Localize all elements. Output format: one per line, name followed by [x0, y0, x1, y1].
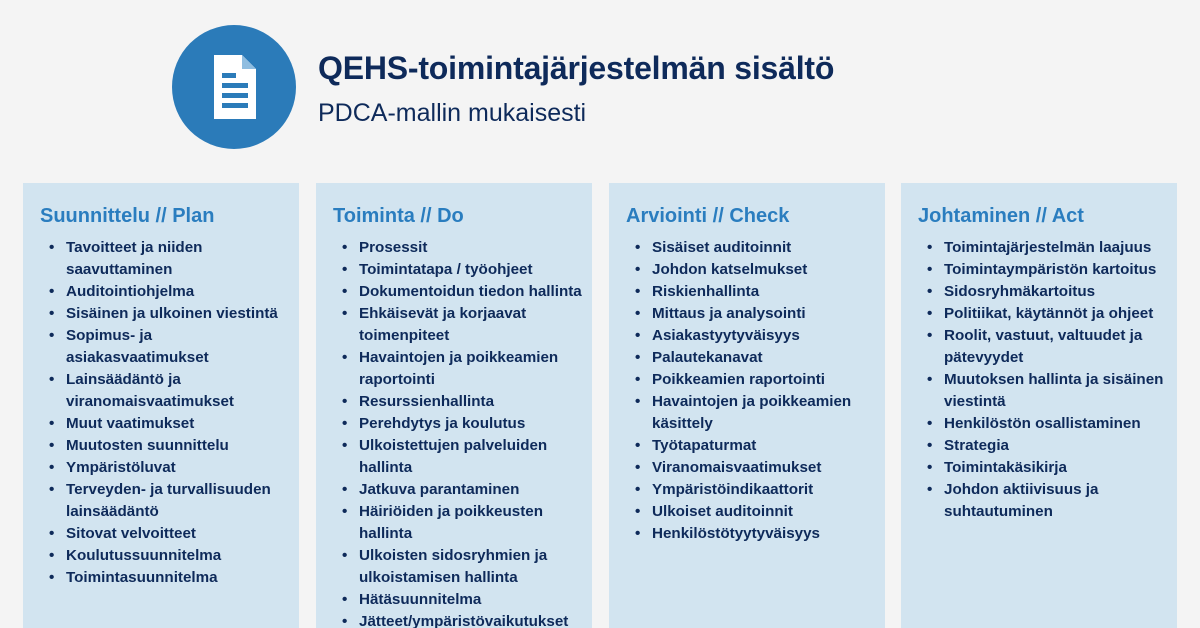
column-list	[918, 237, 1169, 523]
list-item: • Auditointiohjelma	[40, 281, 291, 303]
list-item: • Ulkoiset auditoinnit	[626, 501, 877, 523]
list-item: • Henkilöstötyytyväisyys	[626, 523, 877, 545]
list-item: • Havaintojen ja poikkeamien raportointi	[333, 347, 584, 391]
list-item: • Riskienhallinta	[626, 281, 877, 303]
list-item: • Resurssienhallinta	[333, 391, 584, 413]
page-subtitle: PDCA-mallin mukaisesti	[318, 99, 587, 127]
list-item: • Lainsäädäntö ja viranomaisvaatimukset	[40, 369, 291, 413]
list-item: • Jatkuva parantaminen	[333, 479, 584, 501]
list-item: • Muutosten suunnittelu	[40, 435, 291, 457]
list-item: • Työtapaturmat	[626, 435, 877, 457]
column-act	[901, 183, 1177, 628]
list-item: • Koulutussuunnitelma	[40, 545, 291, 567]
column-check	[609, 183, 885, 628]
list-item: • Jätteet/ympäristövaikutukset	[333, 611, 584, 628]
list-item: • Ympäristöindikaattorit	[626, 479, 877, 501]
column-heading: Suunnittelu // Plan	[40, 205, 215, 227]
list-item: • Hätäsuunnitelma	[333, 589, 584, 611]
document-icon	[172, 25, 296, 149]
list-item: • Toimintatapa / työohjeet	[333, 259, 584, 281]
column-do	[316, 183, 592, 628]
list-item: • Tavoitteet ja niiden saavuttaminen	[40, 237, 291, 281]
list-item: • Toimintasuunnitelma	[40, 567, 291, 589]
page-title: QEHS-toimintajärjestelmän sisältö	[318, 50, 835, 86]
column-heading: Johtaminen // Act	[918, 205, 1084, 227]
list-item: • Sitovat velvoitteet	[40, 523, 291, 545]
list-item: • Muutoksen hallinta ja sisäinen viestintä	[918, 369, 1169, 413]
list-item: • Ehkäisevät ja korjaavat toimenpiteet	[333, 303, 584, 347]
list-item: • Viranomaisvaatimukset	[626, 457, 877, 479]
list-item: • Toimintajärjestelmän laajuus	[918, 237, 1169, 259]
list-item: • Häiriöiden ja poikkeusten hallinta	[333, 501, 584, 545]
list-item: • Johdon katselmukset	[626, 259, 877, 281]
list-item: • Toimintaympäristön kartoitus	[918, 259, 1169, 281]
list-item: • Prosessit	[333, 237, 584, 259]
pdca-columns	[23, 183, 1183, 628]
list-item: • Toimintakäsikirja	[918, 457, 1169, 479]
list-item: • Perehdytys ja koulutus	[333, 413, 584, 435]
header	[0, 0, 1200, 170]
list-item: • Strategia	[918, 435, 1169, 457]
list-item: • Johdon aktiivisuus ja suhtautuminen	[918, 479, 1169, 523]
column-plan	[23, 183, 299, 628]
list-item: • Politiikat, käytännöt ja ohjeet	[918, 303, 1169, 325]
list-item: • Ympäristöluvat	[40, 457, 291, 479]
list-item: • Sidosryhmäkartoitus	[918, 281, 1169, 303]
list-item: • Ulkoistettujen palveluiden hallinta	[333, 435, 584, 479]
column-list	[333, 237, 584, 628]
column-heading: Arviointi // Check	[626, 205, 790, 227]
column-list	[40, 237, 291, 589]
list-item: • Sisäiset auditoinnit	[626, 237, 877, 259]
list-item: • Havaintojen ja poikkeamien käsittely	[626, 391, 877, 435]
list-item: • Asiakastyytyväisyys	[626, 325, 877, 347]
column-heading: Toiminta // Do	[333, 205, 464, 227]
list-item: • Dokumentoidun tiedon hallinta	[333, 281, 584, 303]
list-item: • Muut vaatimukset	[40, 413, 291, 435]
list-item: • Ulkoisten sidosryhmien ja ulkoistamisen hallinta	[333, 545, 584, 589]
list-item: • Roolit, vastuut, valtuudet ja pätevyydet	[918, 325, 1169, 369]
list-item: • Sisäinen ja ulkoinen viestintä	[40, 303, 291, 325]
document-badge	[172, 25, 296, 149]
list-item: • Mittaus ja analysointi	[626, 303, 877, 325]
column-list	[626, 237, 877, 545]
list-item: • Terveyden- ja turvallisuuden lainsäädäntö	[40, 479, 291, 523]
list-item: • Sopimus- ja asiakasvaatimukset	[40, 325, 291, 369]
list-item: • Henkilöstön osallistaminen	[918, 413, 1169, 435]
list-item: • Poikkeamien raportointi	[626, 369, 877, 391]
list-item: • Palautekanavat	[626, 347, 877, 369]
